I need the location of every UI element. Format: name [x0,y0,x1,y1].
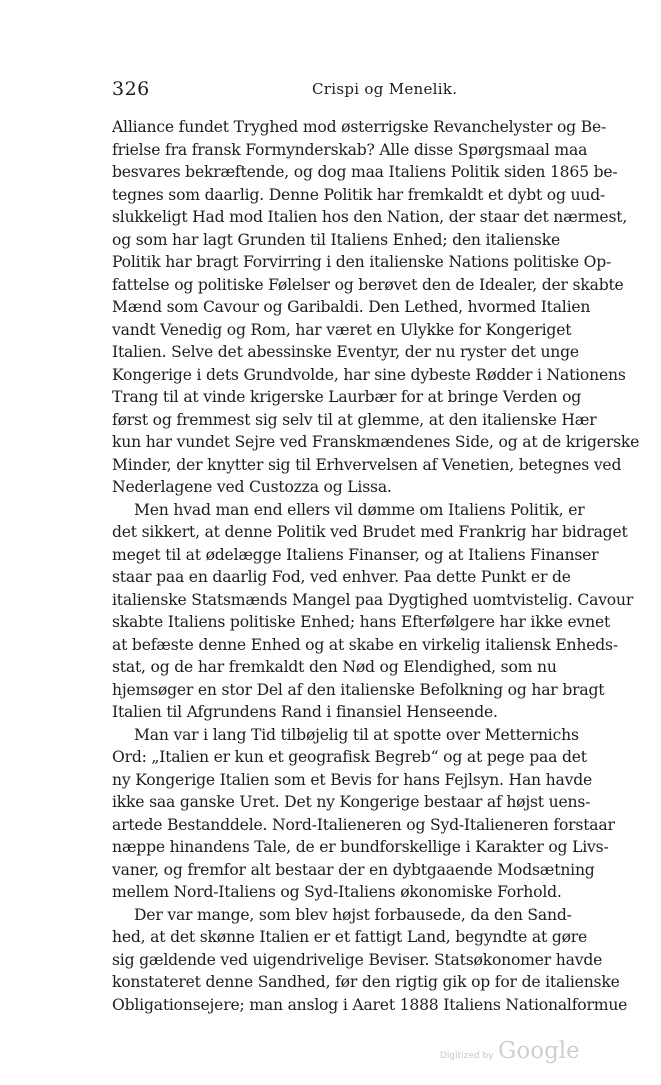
text-line: at befæste denne Enhed og at skabe en virkelig italiensk Enheds- [112,635,618,654]
text-line: Der var mange, som blev højst forbausede, da den Sand- [134,905,572,924]
text-line: Ord: „Italien er kun et geografisk Begreb“ og at pege paa det [112,748,587,766]
text-line: næppe hinandens Tale, de er bundforskellige i Karakter og Livs- [112,838,609,856]
text-line: artede Bestanddele. Nord-Italieneren og Syd-Italieneren forstaar [112,815,615,834]
running-title: Crispi og Menelik. [312,80,458,98]
text-line: Men hvad man end ellers vil dømme om Italiens Politik, er [134,500,585,519]
text-line: hed, at det skønne Italien er et fattigt Land, begyndte at gøre [112,928,588,946]
text-line: staar paa en daarlig Fod, ved enhver. Paa dette Punkt er de [112,568,571,586]
text-line: det sikkert, at denne Politik ved Brudet med Frankrig har bidraget [112,523,628,541]
text-line: Kongerige i dets Grundvolde, har sine dybeste Rødder i Nationens [112,365,626,384]
text-line: Minder, der knytter sig til Erhvervelsen af Venetien, betegnes ved [112,455,622,474]
text-line: meget til at ødelægge Italiens Finanser, og at Italiens Finanser [112,545,599,564]
text-line: Mænd som Cavour og Garibaldi. Den Lethed, hvormed Italien [112,298,591,316]
text-line: Man var i lang Tid tilbøjelig til at spotte over Metternichs [134,725,579,744]
text-body [112,116,640,1016]
page-number: 326 [112,78,150,100]
google-logo: Google [498,1038,580,1064]
text-line: Italien. Selve det abessinske Eventyr, der nu ryster det unge [112,343,579,361]
text-line: hjemsøger en stor Del af den italienske Befolkning og har bragt [112,680,605,699]
page-header [112,78,544,102]
text-line: skabte Italiens politiske Enhed; hans Efterfølgere har ikke evnet [112,613,611,631]
watermark-prefix: Digitized by [440,1051,494,1061]
text-line: vandt Venedig og Rom, har været en Ulykke for Kongeriget [112,320,572,339]
text-line: mellem Nord-Italiens og Syd-Italiens økonomiske Forhold. [112,883,562,901]
text-line: først og fremmest sig selv til at glemme, at den italienske Hær [112,410,597,429]
text-line: fattelse og politiske Følelser og berøvet den de Idealer, der skabte [112,275,624,294]
text-line: Politik har bragt Forvirring i den italienske Nations politiske Op- [112,253,612,271]
text-line: og som har lagt Grunden til Italiens Enhed; den italienske [112,230,561,249]
text-line: Italien til Afgrundens Rand i finansiel Henseende. [112,703,498,721]
text-line: konstateret denne Sandhed, før den rigtig gik op for de italienske [112,973,620,991]
text-line: Obligationsejere; man anslog i Aaret 1888 Italiens Nationalformue [112,995,628,1014]
text-line: vaner, og fremfor alt bestaar der en dybtgaaende Modsætning [112,860,595,879]
text-line: Trang til at vinde krigerske Laurbær for at bringe Verden og [112,388,582,406]
text-line: stat, og de har fremkaldt den Nød og Elendighed, som nu [112,658,557,676]
text-line: besvares bekræftende, og dog maa Italiens Politik siden 1865 be- [112,163,618,181]
text-line: frielse fra fransk Formynderskab? Alle disse Spørgsmaal maa [112,140,588,159]
text-line: slukkeligt Had mod Italien hos den Nation, der staar det nærmest, [112,208,628,226]
text-line: tegnes som daarlig. Denne Politik har fremkaldt et dybt og uud- [112,185,606,204]
text-line: Alliance fundet Tryghed mod østerrigske Revanchelyster og Be- [112,118,607,136]
text-line: Nederlagene ved Custozza og Lissa. [112,478,392,496]
text-line: ikke saa ganske Uret. Det ny Kongerige bestaar af højst uens- [112,793,591,811]
digitized-watermark [440,1038,590,1066]
text-line: ny Kongerige Italien som et Bevis for hans Fejlsyn. Han havde [112,770,593,789]
text-line: sig gældende ved uigendrivelige Beviser. Statsøkonomer havde [112,950,603,969]
text-line: italienske Statsmænds Mangel paa Dygtighed uomtvistelig. Cavour [112,590,634,609]
text-line: kun har vundet Sejre ved Franskmændenes Side, og at de krigerske [112,433,640,451]
